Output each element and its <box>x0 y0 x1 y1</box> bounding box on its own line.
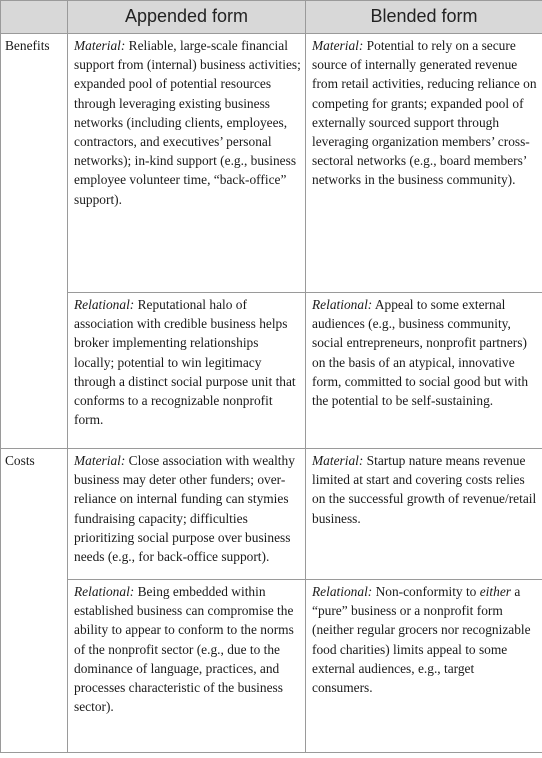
cell-costs-relational-appended <box>68 580 306 753</box>
cell-text: Being embedded within established business can compromise the ability to appear to conform to the norms of the nonprofit sector (e.g., due to the dominance of language, practices, and processes characteristic of the business sector). <box>74 584 294 715</box>
category-label: Relational: <box>312 584 373 599</box>
header-appended-form: Appended form <box>68 1 306 34</box>
category-label: Material: <box>74 38 126 53</box>
cell-benefits-relational-blended <box>306 293 542 449</box>
header-blended-form: Blended form <box>306 1 542 34</box>
cell-benefits-relational-appended <box>68 293 306 449</box>
cell-text: a “pure” business or a nonprofit form (neither regular grocers nor recognizable food charities) limits appeal to some external audiences, e.g., target consumers. <box>312 584 531 696</box>
table-row-costs-relational <box>1 580 542 753</box>
category-label: Relational: <box>74 297 135 312</box>
row-label-benefits: Benefits <box>1 34 68 449</box>
row-label-costs: Costs <box>1 449 68 753</box>
category-label: Relational: <box>74 584 135 599</box>
emphasis-either: either <box>479 584 511 599</box>
cell-text: Appeal to some external audiences (e.g., business community, social entrepreneurs, nonprofit partners) on the basis of an atypical, innovative form, committed to social good but with the potential to be self-sustaining. <box>312 297 529 409</box>
cell-text: Reputational halo of association with credible business helps broker implementing relationships locally; potential to win legitimacy through a distinct social purpose unit that conforms to a recognizable nonprofit form. <box>74 297 296 428</box>
table-row-benefits-material <box>1 34 542 293</box>
category-label: Relational: <box>312 297 373 312</box>
category-label: Material: <box>74 453 126 468</box>
cell-costs-material-appended <box>68 449 306 580</box>
cell-costs-relational-blended <box>306 580 542 753</box>
table-row-costs-material <box>1 449 542 580</box>
category-label: Material: <box>312 38 364 53</box>
header-corner <box>1 1 68 34</box>
cell-text: Close association with wealthy business may deter other funders; over-reliance on internal funding can stymies fundraising capacity; difficulties prioritizing social purpose over business needs (e.g., for back-office support). <box>74 453 295 565</box>
cell-benefits-material-blended <box>306 34 542 293</box>
cell-text: Non-conformity to <box>372 584 480 599</box>
cell-benefits-material-appended <box>68 34 306 293</box>
cell-text: Potential to rely on a secure source of internally generated revenue from retail activities, reducing reliance on competing for grants; expanded pool of externally sourced support through leveraging organization members’ cross-sectoral networks (e.g., board members’ networks in the business community). <box>312 38 537 188</box>
cell-costs-material-blended <box>306 449 542 580</box>
cell-text: Reliable, large-scale financial support from (internal) business activities; expanded pool of potential resources through leveraging existing business networks (including clients, employees, contractors, and executives’ personal networks); in-kind support (e.g., business employee volunteer time, “back-office” support). <box>74 38 301 207</box>
table-row-benefits-relational <box>1 293 542 449</box>
category-label: Material: <box>312 453 364 468</box>
header-row <box>1 1 542 34</box>
cell-text: Startup nature means revenue limited at start and covering costs relies on the successful growth of revenue/retail business. <box>312 453 537 526</box>
